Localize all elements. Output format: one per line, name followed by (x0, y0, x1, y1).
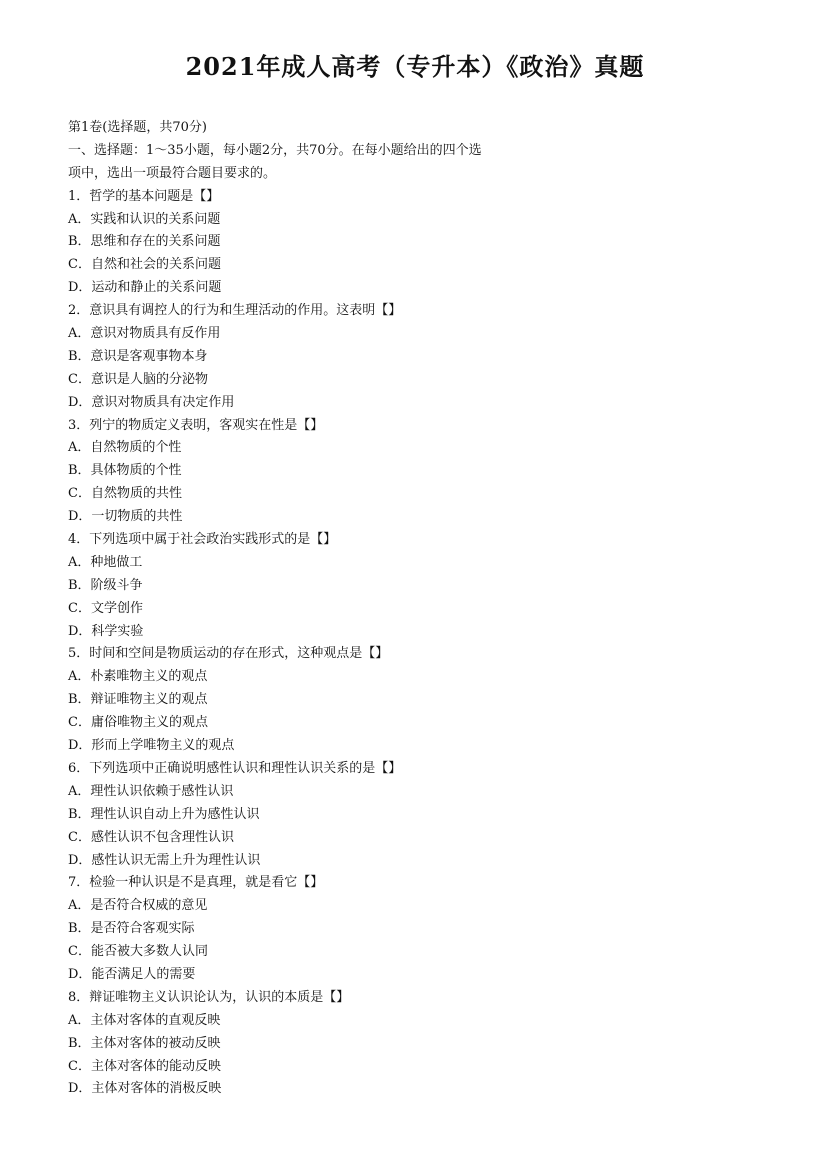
answer-option: A．理性认识依赖于感性认识 (68, 783, 234, 799)
answer-option: D．感性认识无需上升为理性认识 (68, 852, 261, 868)
instructions-line: 项中，选出一项最符合题目要求的。 (68, 165, 277, 181)
question-block (68, 415, 768, 529)
answer-option: A．实践和认识的关系问题 (68, 211, 221, 227)
answer-option: D．科学实验 (68, 623, 144, 639)
document-body (68, 117, 768, 1101)
answer-option: D．形而上学唯物主义的观点 (68, 738, 235, 754)
question-block (68, 643, 768, 757)
question-stem: 6．下列选项中正确说明感性认识和理性认识关系的是【】 (68, 760, 402, 776)
document-title: 2021年成人高考（专升本）《政治》真题 (185, 52, 645, 81)
question-block (68, 186, 768, 300)
answer-option: B．是否符合客观实际 (68, 921, 195, 937)
answer-option: B．思维和存在的关系问题 (68, 234, 221, 250)
answer-option: A．主体对客体的直观反映 (68, 1012, 221, 1028)
question-stem: 2．意识具有调控人的行为和生理活动的作用。这表明【】 (68, 303, 402, 319)
answer-option: A．是否符合权威的意见 (68, 898, 208, 914)
question-stem: 7．检验一种认识是不是真理，就是看它【】 (68, 875, 324, 891)
answer-option: D．意识对物质具有决定作用 (68, 394, 235, 410)
answer-option: A．意识对物质具有反作用 (68, 326, 221, 342)
answer-option: B．主体对客体的被动反映 (68, 1035, 221, 1051)
answer-option: A．朴素唯物主义的观点 (68, 669, 208, 685)
answer-option: A．种地做工 (68, 554, 143, 570)
answer-option: C．能否被大多数人认同 (68, 944, 208, 960)
section-heading: 第1卷(选择题，共70分) (68, 120, 207, 135)
answer-option: B．阶级斗争 (68, 577, 143, 593)
answer-option: C．主体对客体的能动反映 (68, 1058, 221, 1074)
question-stem: 4．下列选项中属于社会政治实践形式的是【】 (68, 532, 337, 548)
question-block (68, 758, 768, 872)
question-stem: 3．列宁的物质定义表明，客观实在性是【】 (68, 417, 324, 433)
question-stem: 1．哲学的基本问题是【】 (68, 188, 220, 204)
answer-option: D．主体对客体的消极反映 (68, 1081, 222, 1097)
answer-option: A．自然物质的个性 (68, 440, 182, 456)
answer-option: D．一切物质的共性 (68, 509, 183, 525)
answer-option: C．意识是人脑的分泌物 (68, 371, 208, 387)
answer-option: B．意识是客观事物本身 (68, 348, 208, 364)
question-stem: 5．时间和空间是物质运动的存在形式，这种观点是【】 (68, 646, 389, 662)
question-block (68, 872, 768, 986)
question-stem: 8．辩证唯物主义认识论认为，认识的本质是【】 (68, 989, 350, 1005)
question-block (68, 300, 768, 414)
answer-option: D．能否满足人的需要 (68, 966, 196, 982)
question-block (68, 987, 768, 1101)
answer-option: D．运动和静止的关系问题 (68, 280, 222, 296)
instructions-line: 一、选择题：1～35小题，每小题2分，共70分。在每小题给出的四个选 (68, 142, 482, 158)
answer-option: C．庸俗唯物主义的观点 (68, 715, 208, 731)
answer-option: C．文学创作 (68, 600, 143, 616)
answer-option: B．理性认识自动上升为感性认识 (68, 806, 260, 822)
answer-option: C．自然物质的共性 (68, 486, 182, 502)
question-block (68, 529, 768, 643)
answer-option: B．具体物质的个性 (68, 463, 182, 479)
answer-option: C．自然和社会的关系问题 (68, 257, 221, 273)
answer-option: B．辩证唯物主义的观点 (68, 692, 208, 708)
answer-option: C．感性认识不包含理性认识 (68, 829, 234, 845)
